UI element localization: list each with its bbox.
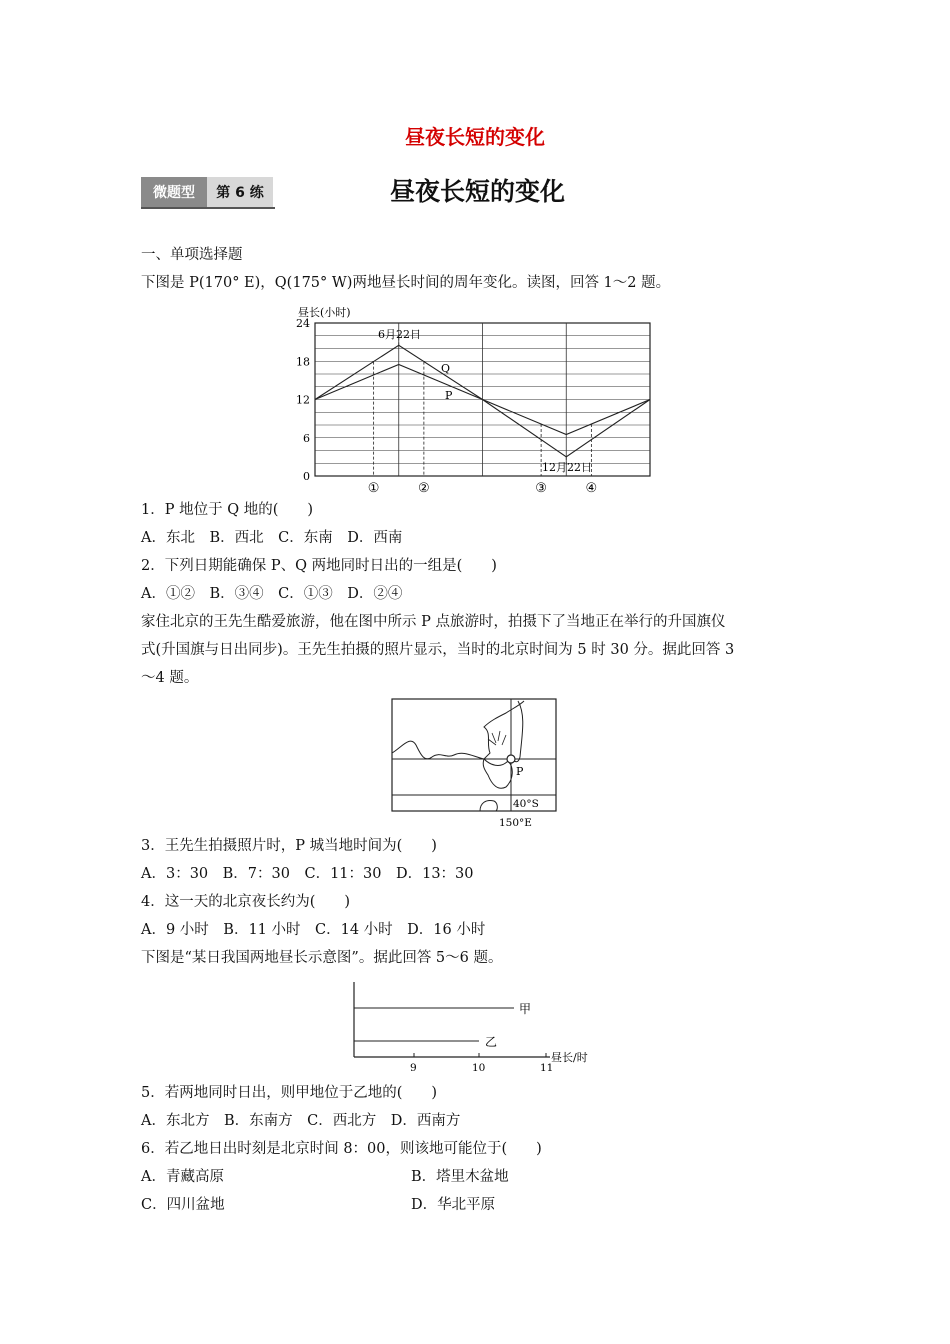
- two-places-daylength-chart: [345, 978, 605, 1076]
- chart1-marker-2: ②: [418, 481, 430, 496]
- intro-2-line-2: 式(升国旗与日出同步)。王先生拍摄的照片显示，当时的北京时间为 5 时 30 分。据此回答 3: [141, 642, 735, 658]
- page-title: 昼夜长短的变化: [390, 177, 566, 206]
- location-map: [388, 695, 563, 830]
- chart1-ytick-label: 0: [303, 470, 310, 483]
- question-4: 4．这一天的北京夜长约为( ): [141, 894, 351, 910]
- map-coastline-south: [483, 759, 512, 788]
- tick-label-10: 10: [472, 1062, 486, 1074]
- map-point-p-marker: [507, 755, 515, 763]
- tick-label-9: 9: [410, 1062, 417, 1074]
- chart1-ytick-label: 12: [296, 393, 310, 407]
- question-3-options: A．3：30 B．7：30 C．11：30 D．13：30: [141, 866, 474, 882]
- chart1-marker-4: ④: [585, 481, 598, 496]
- map-island: [480, 800, 497, 811]
- question-4-options: A．9 小时 B．11 小时 C．14 小时 D．16 小时: [141, 922, 486, 938]
- question-1-options: A．东北 B．西北 C．东南 D．西南: [141, 530, 403, 546]
- label-jia: 甲: [519, 1002, 532, 1016]
- chart1-ylabel: 昼长(小时): [298, 306, 351, 319]
- question-6-option-b: B．塔里木盆地: [411, 1169, 509, 1185]
- daylength-chart: [290, 302, 660, 498]
- question-5: 5．若两地同时日出，则甲地位于乙地的( ): [141, 1085, 438, 1101]
- section-heading: 一、单项选择题: [141, 247, 243, 263]
- question-2-options: A．①② B．③④ C．①③ D．②④: [141, 586, 403, 602]
- question-6: 6．若乙地日出时刻是北京时间 8：00，则该地可能位于( ): [141, 1141, 542, 1157]
- chart1-markers: [368, 481, 597, 496]
- tick-label-11: 11: [540, 1062, 554, 1074]
- tag-underline: [141, 207, 275, 209]
- map-rivers: [488, 731, 506, 745]
- label-jun22: 6月22日: [378, 328, 421, 341]
- label-series-p: P: [445, 389, 453, 402]
- chart1-ytick-label: 18: [296, 355, 310, 369]
- chart1-ytick-label: 6: [303, 431, 310, 445]
- question-1: 1．P 地位于 Q 地的( ): [141, 502, 314, 518]
- question-6-option-c: C．四川盆地: [141, 1197, 225, 1213]
- label-dec22: 12月22日: [542, 461, 592, 474]
- map-label-150e: 150°E: [499, 817, 532, 829]
- label-yi: 乙: [485, 1035, 498, 1049]
- chart1-marker-3: ③: [535, 481, 547, 496]
- page-red-title: 昼夜长短的变化: [405, 125, 545, 149]
- map-label-40s: 40°S: [513, 798, 539, 810]
- map-coastline-east: [511, 701, 523, 762]
- question-6-option-d: D．华北平原: [411, 1197, 496, 1213]
- question-3: 3．王先生拍摄照片时，P 城当地时间为( ): [141, 838, 437, 854]
- intro-3: 下图是“某日我国两地昼长示意图”。据此回答 5～6 题。: [141, 950, 503, 966]
- question-5-options: A．东北方 B．东南方 C．西北方 D．西南方: [141, 1113, 461, 1129]
- question-2: 2．下列日期能确保 P、Q 两地同时日出的一组是( ): [141, 558, 497, 574]
- label-series-q: Q: [441, 362, 451, 375]
- chart1-marker-1: ①: [367, 481, 380, 496]
- chart2-xlabel: 昼长/时: [551, 1051, 588, 1064]
- tag-question-type: 微题型: [141, 177, 207, 207]
- map-coastline: [392, 701, 524, 759]
- chart1-ytick-label: 24: [296, 317, 310, 330]
- intro-1: 下图是 P(170° E)，Q(175° W)两地昼长时间的周年变化。读图，回答 1～2 题。: [141, 275, 671, 291]
- tag-exercise-number: 第 6 练: [207, 177, 273, 207]
- intro-2-line-1: 家住北京的王先生酷爱旅游，他在图中所示 P 点旅游时，拍摄下了当地正在举行的升国旗仪: [141, 614, 726, 630]
- map-label-p: P: [516, 765, 524, 778]
- chart1-yticks: [296, 317, 310, 483]
- question-6-option-a: A．青藏高原: [141, 1169, 224, 1185]
- intro-2-line-3: ～4 题。: [141, 670, 199, 686]
- map-frame: [392, 699, 556, 811]
